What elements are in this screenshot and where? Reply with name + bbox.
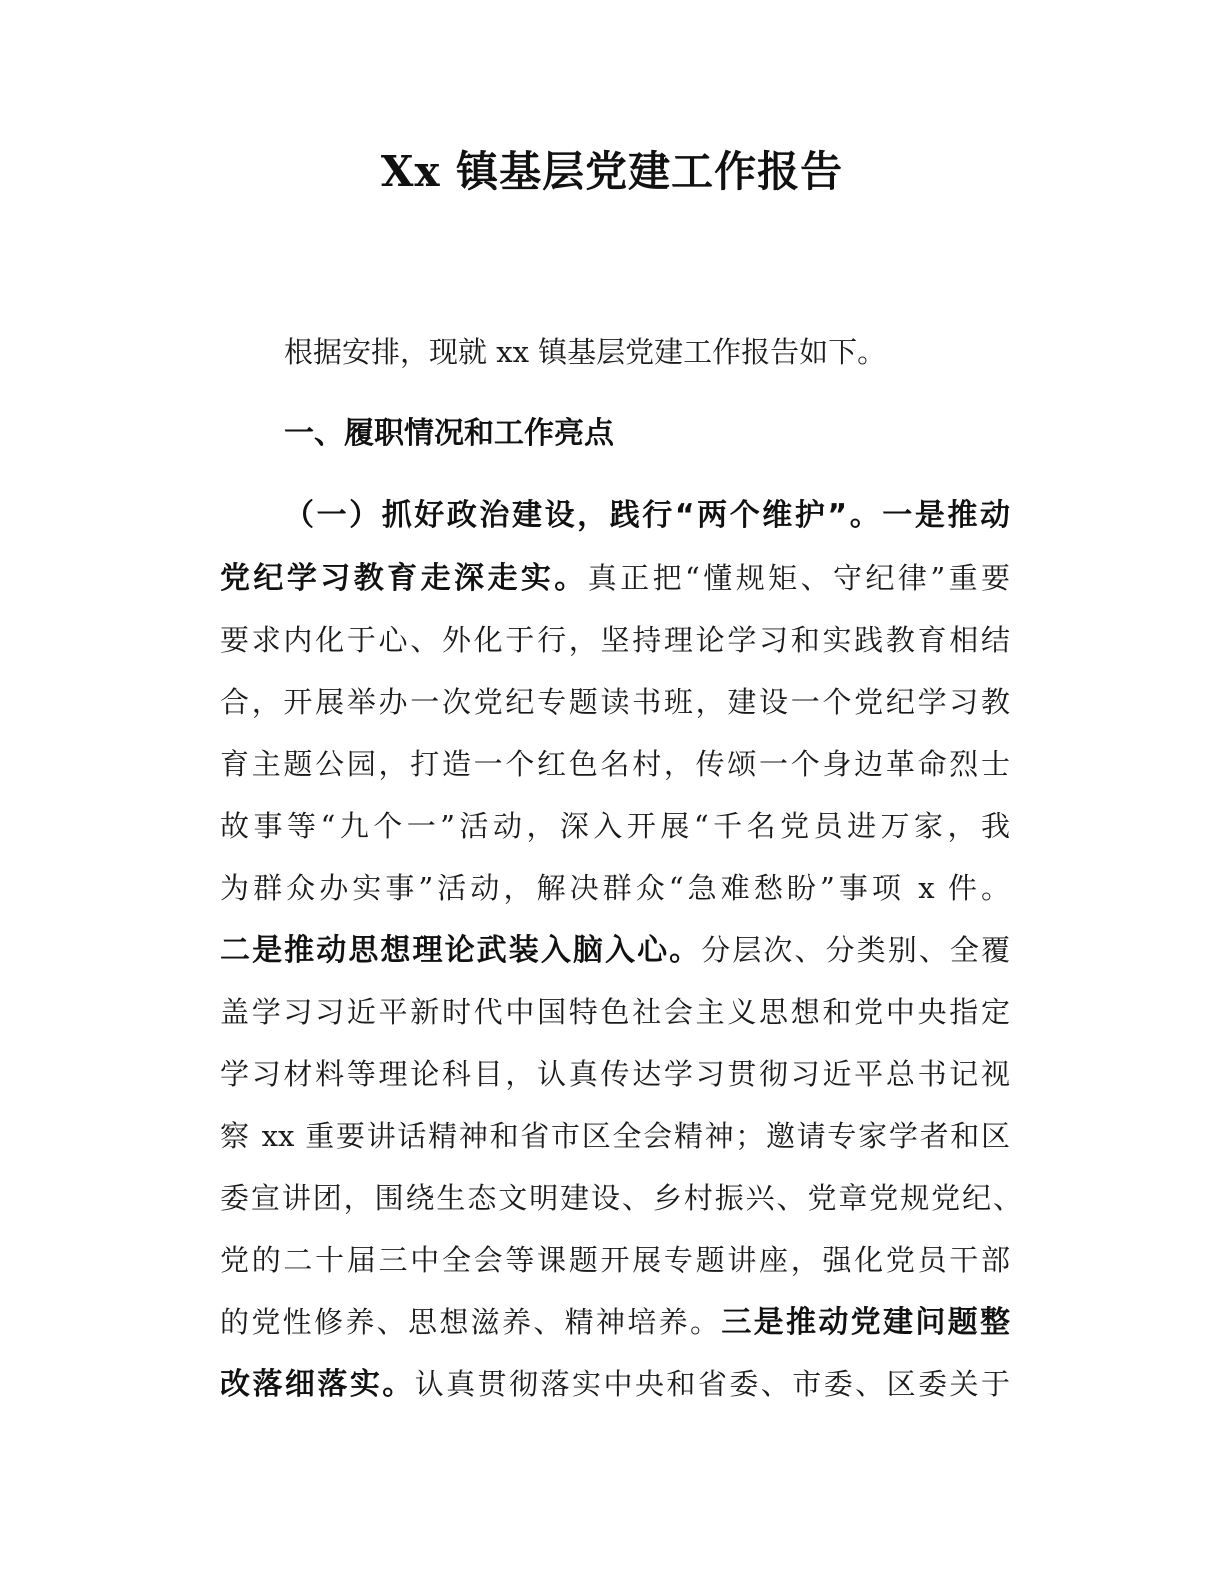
paragraph-line-13: 党的二十届三中全会等课题开展专题讲座，强化党员干部 <box>220 1243 1010 1277</box>
paragraph-line-9: 盖学习习近平新时代中国特色社会主义思想和党中央指定 <box>220 995 1010 1029</box>
subsection-heading: （一）抓好政治建设，践行“两个维护”。 <box>284 498 883 533</box>
paragraph-line-14 <box>220 1302 1010 1342</box>
paragraph-line-7: 为群众办实事”活动，解决群众“急难愁盼”事项 x 件。 <box>220 871 1010 905</box>
section-heading: 一、履职情况和工作亮点 <box>284 416 614 451</box>
item-3-label-cont: 改落细落实。 <box>220 1367 415 1402</box>
paragraph-line-11: 察 xx 重要讲话精神和省市区全会精神；邀请专家学者和区 <box>220 1119 1010 1153</box>
paragraph-line-4: 合，开展举办一次党纪专题读书班，建设一个党纪学习教 <box>220 685 1010 719</box>
paragraph-line-2 <box>220 558 1010 598</box>
paragraph-line-6: 故事等“九个一”活动，深入开展“千名党员进万家，我 <box>220 809 1010 843</box>
paragraph-text: 分层次、分类别、全覆 <box>701 933 1010 967</box>
item-2-label: 二是推动思想理论武装入脑入心。 <box>220 933 702 968</box>
paragraph-text: 真正把“懂规矩、守纪律”重要 <box>587 561 1011 595</box>
paragraph-line-15 <box>220 1364 1010 1404</box>
document-title: Xx 镇基层党建工作报告 <box>380 147 844 196</box>
intro-paragraph: 根据安排，现就 xx 镇基层党建工作报告如下。 <box>284 335 887 369</box>
paragraph-line-12: 委宣讲团，围绕生态文明建设、乡村振兴、党章党规党纪、 <box>220 1181 1022 1215</box>
paragraph-line-3: 要求内化于心、外化于行，坚持理论学习和实践教育相结 <box>220 623 1010 657</box>
paragraph-line-10: 学习材料等理论科目，认真传达学习贯彻习近平总书记视 <box>220 1057 1010 1091</box>
item-1-label-cont: 党纪学习教育走深走实。 <box>220 561 588 596</box>
paragraph-text: 认真贯彻落实中央和省委、市委、区委关于 <box>414 1367 1010 1401</box>
item-3-label: 三是推动党建问题整 <box>721 1305 1010 1340</box>
item-1-label: 一是推动 <box>882 498 1011 533</box>
paragraph-line-5: 育主题公园，打造一个红色名村，传颂一个身边革命烈士 <box>220 747 1010 781</box>
paragraph-line-8 <box>220 930 1010 970</box>
paragraph-text: 的党性修养、思想滋养、精神培养。 <box>220 1305 722 1339</box>
paragraph-line-1 <box>284 496 1010 536</box>
